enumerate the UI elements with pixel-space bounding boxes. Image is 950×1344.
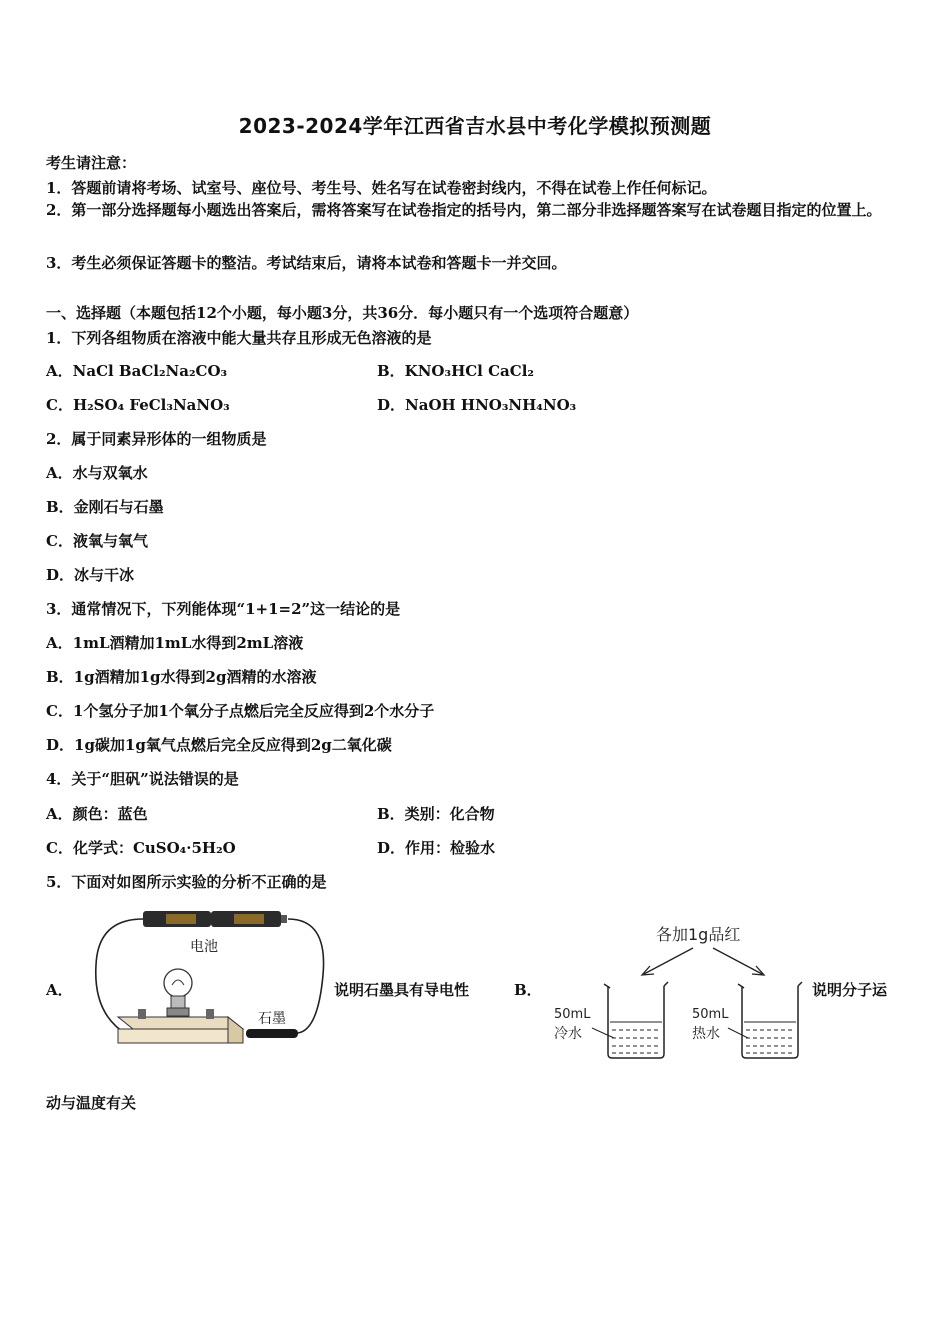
hot-pointer — [728, 1028, 748, 1038]
q1-stem: 1．下列各组物质在溶液中能大量共存且形成无色溶液的是 — [46, 329, 432, 347]
hot-volume-label: 50mL — [692, 1007, 729, 1022]
q5-stem: 5．下面对如图所示实验的分析不正确的是 — [46, 873, 327, 891]
q3-option-b: B．1g酒精加1g水得到2g酒精的水溶液 — [46, 668, 317, 686]
q1-option-d: D．NaOH HNO₃NH₄NO₃ — [377, 396, 577, 414]
beakers-figure — [548, 918, 810, 1066]
q4-stem: 4．关于“胆矾”说法错误的是 — [46, 770, 239, 788]
q5-option-a-text: 说明石墨具有导电性 — [334, 981, 470, 999]
circuit-figure — [78, 905, 333, 1060]
cold-water-label: 冷水 — [554, 1026, 582, 1042]
beaker-hot-icon — [738, 982, 802, 1058]
q1-option-a: A．NaCl BaCl₂Na₂CO₃ — [46, 362, 228, 380]
hot-water-label: 热水 — [692, 1026, 720, 1042]
q4-option-a: A．颜色：蓝色 — [46, 805, 148, 823]
q3-option-a: A．1mL酒精加1mL水得到2mL溶液 — [46, 634, 304, 652]
notice-item-3: 3．考生必须保证答题卡的整洁。考试结束后，请将本试卷和答题卡一并交回。 — [46, 254, 567, 272]
arrow-left — [644, 948, 693, 974]
q5-option-b-text: 说明分子运 — [812, 981, 888, 999]
q1-option-c: C．H₂SO₄ FeCl₃NaNO₃ — [46, 396, 230, 414]
battery-icon — [143, 911, 287, 927]
cold-pointer — [592, 1028, 614, 1038]
beaker-cold-icon — [604, 982, 668, 1058]
q3-option-d: D．1g碳加1g氧气点燃后完全反应得到2g二氧化碳 — [46, 736, 392, 754]
q2-option-a: A．水与双氧水 — [46, 464, 148, 482]
graphite-label: 石墨 — [258, 1011, 286, 1027]
lightbulb-icon — [164, 969, 192, 1016]
q2-option-c: C．液氧与氧气 — [46, 532, 148, 550]
notice-item-1: 1．答题前请将考场、试室号、座位号、考生号、姓名写在试卷密封线内，不得在试卷上作任何标记。 — [46, 179, 717, 197]
q5-option-b-text-cont: 动与温度有关 — [46, 1094, 137, 1112]
q2-stem: 2．属于同素异形体的一组物质是 — [46, 430, 267, 448]
wire-right — [288, 919, 324, 1033]
q2-option-b: B．金刚石与石墨 — [46, 498, 164, 516]
q5-option-a-letter: A． — [46, 981, 73, 999]
q1-option-b: B．KNO₃HCl CaCl₂ — [377, 362, 534, 380]
q3-stem: 3．通常情况下，下列能体现“1+1=2”这一结论的是 — [46, 600, 401, 618]
arrow-right — [713, 948, 762, 974]
q4-option-c: C．化学式：CuSO₄·5H₂O — [46, 839, 236, 857]
pinkish-dye-label: 各加1g品红 — [656, 925, 741, 944]
wooden-base — [118, 1017, 243, 1043]
graphite-rod — [246, 1029, 298, 1038]
section-heading: 一、选择题（本题包括12个小题，每小题3分，共36分．每小题只有一个选项符合题意） — [46, 304, 639, 322]
battery-label: 电池 — [190, 939, 218, 955]
notice-item-2: 2．第一部分选择题每小题选出答案后，需将答案写在试卷指定的括号内，第二部分非选择题答案写在试卷题目指定的位置上。 — [46, 201, 882, 219]
q2-option-d: D．冰与干冰 — [46, 566, 135, 584]
terminal-right — [206, 1009, 214, 1019]
q3-option-c: C．1个氢分子加1个氧分子点燃后完全反应得到2个水分子 — [46, 702, 435, 720]
page-title: 2023-2024学年江西省吉水县中考化学模拟预测题 — [238, 114, 712, 138]
q4-option-b: B．类别：化合物 — [377, 805, 495, 823]
q5-option-b-letter: B． — [514, 981, 542, 999]
cold-volume-label: 50mL — [554, 1007, 591, 1022]
notice-heading: 考生请注意： — [46, 154, 137, 172]
q4-option-d: D．作用：检验水 — [377, 839, 496, 857]
terminal-left — [138, 1009, 146, 1019]
